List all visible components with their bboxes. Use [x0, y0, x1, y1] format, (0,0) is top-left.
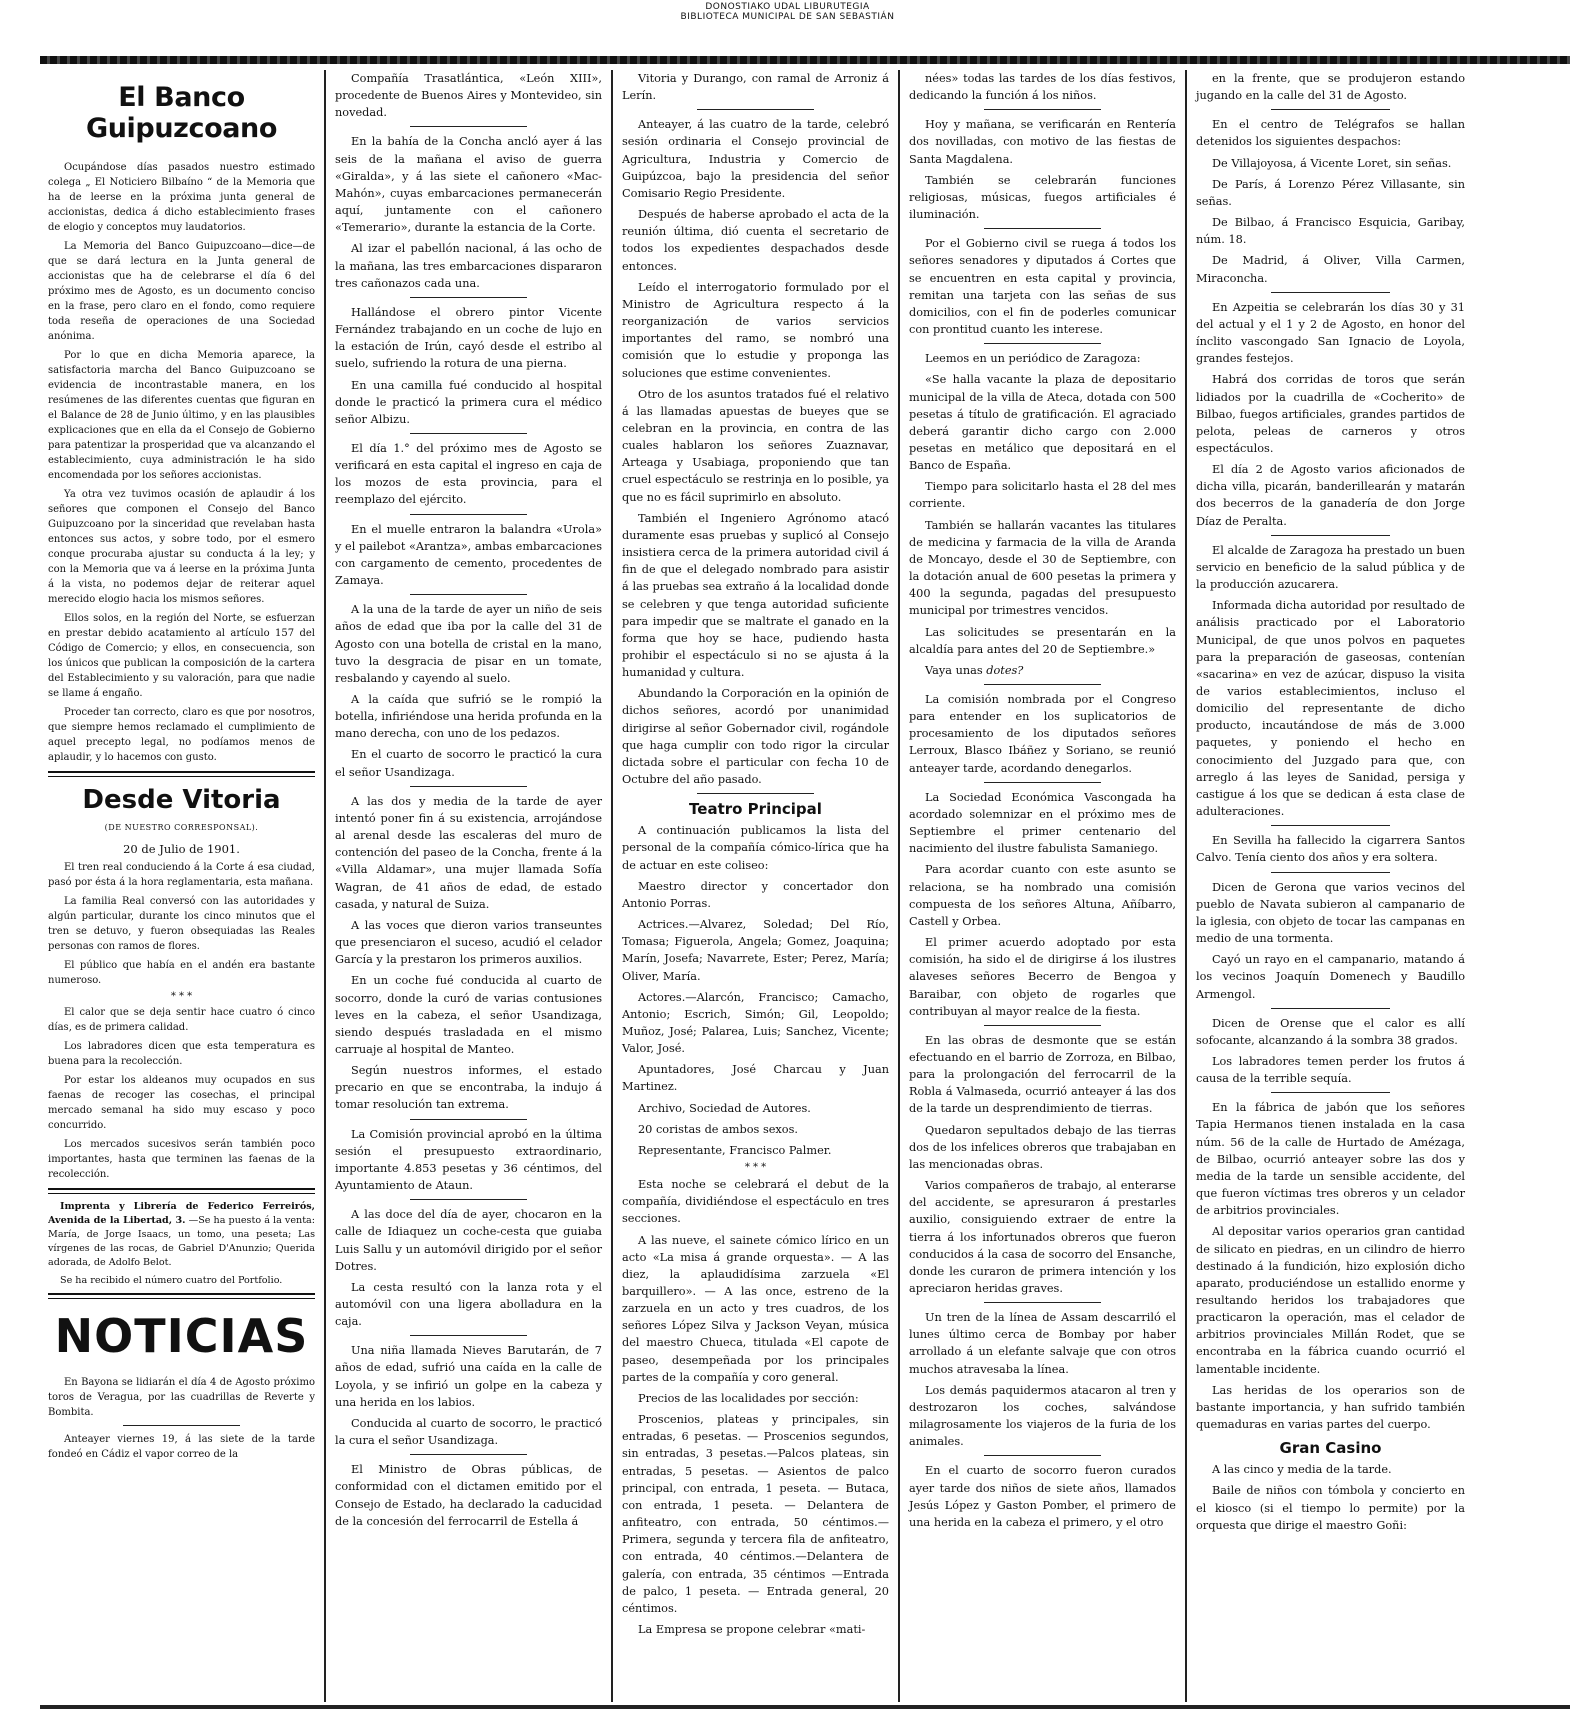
article-paragraph: nées» todas las tardes de los días festivos, dedicando la función á los niños. [909, 72, 1176, 103]
article-paragraph: Precios de las localidades por sección: [638, 1391, 859, 1405]
item-divider [410, 786, 527, 787]
stamp-line-1: DONOSTIAKO UDAL LIBURUTEGIA [705, 2, 870, 12]
article-paragraph: De París, á Lorenzo Pérez Villasante, sin señas. [1196, 177, 1465, 208]
item-divider [1271, 1092, 1389, 1093]
item-divider [1271, 872, 1389, 873]
article-paragraph: Por estar los aldeanos muy ocupados en sus faenas de recoger las cosechas, el principal mercado semanal ha sido muy escaso y poco concurrido. [48, 1075, 315, 1131]
article-paragraph: Los demás paquidermos atacaron al tren y destrozaron los coches, salvándose milagrosamente los viajeros de la furia de los animales. [909, 1383, 1176, 1449]
banco-headline: El Banco Guipuzcoano [85, 82, 278, 144]
italic-word: dotes? [986, 663, 1024, 677]
article-paragraph: La Sociedad Económica Vascongada ha acordado solemnizar en el próximo mes de Septiembre el primer centenario del nacimiento del ilustre fabulista Samaniego. [909, 790, 1176, 856]
article-paragraph: Hallándose el obrero pintor Vicente Fernández trabajando en un coche de lujo en la estación de Irún, cayó desde el estribo al suelo, sufriendo la rotura de una pierna. [335, 305, 602, 371]
article-paragraph: Tiempo para solicitarlo hasta el 28 del mes corriente. [909, 480, 1176, 511]
item-divider [410, 1119, 527, 1120]
article-paragraph: La Comisión provincial aprobó en la última sesión el presupuesto extraordinario, importante 4.853 pesetas y 36 céntimos, del Ayuntamiento de Ataun. [335, 1127, 602, 1193]
article-paragraph: La comisión nombrada por el Congreso para entender en los suplicatorios de procesamiento de los diputados señores Lerroux, Blasco Ibáñez y Soriano, se reunió anteayer tarde, acordando denegarlos. [909, 693, 1176, 775]
article-paragraph: Los mercados sucesivos serán también poco importantes, hasta que terminen las faenas de la recolección. [48, 1139, 315, 1180]
article-paragraph: El Ministro de Obras públicas, de conformidad con el dictamen emitido por el Consejo de Estado, ha declarado la caducidad de la concesión del ferrocarril de Estella á [335, 1463, 602, 1528]
article-paragraph: Proceder tan correcto, claro es que por nosotros, que siempre hemos reclamado el cumplimiento de aquel precepto legal, no podíamos menos de aplaudir, y lo hacemos con gusto. [48, 707, 315, 763]
article-paragraph: «Se halla vacante la plaza de depositario municipal de la villa de Ateca, dotada con 500 pesetas á título de gratificación. El agraciado deberá garantir dicho cargo con 2.000 pesetas en metálico que depositará en el Banco de España. [909, 373, 1176, 473]
article-paragraph: Compañía Trasatlántica, «León XIII», procedente de Buenos Aires y Montevideo, sin novedad. [335, 72, 602, 120]
article-paragraph: En el cuarto de socorro fueron curados ayer tarde dos niños de siete años, llamados Jesús López y Gaston Pomber, el primero de una herida en la cabeza el primero, y el otro [909, 1464, 1176, 1529]
article-paragraph: De Madrid, á Oliver, Villa Carmen, Miraconcha. [1196, 254, 1465, 285]
item-divider [410, 297, 527, 298]
article-paragraph: Ya otra vez tuvimos ocasión de aplaudir á los señores que componen el Consejo del Banco Guipuzcoano por la sinceridad que revelaban hasta entonces sus actos, y sobre todo, por el esmero conque procuraba ajustar su conducta á la ley; y con la Memoria que va á leerse en la próxima Junta á la vista, no podemos dejar de reiterar aquel merecido elogio hacia los mismos señores. [48, 489, 315, 605]
article-paragraph: En la fábrica de jabón que los señores Tapia Hermanos tienen instalada en la casa núm. 56 de la calle de Hurtado de Amézaga, de Bilbao, ocurrió anteayer sobre las dos y media de la tarde un sensible accidente, del que fueron víctimas tres obreros y un celador de arbitrios provinciales. [1196, 1101, 1465, 1218]
article-paragraph: Anteayer, á las cuatro de la tarde, celebró sesión ordinaria el Consejo provincial de Agricultura, Industria y Comercio de Guipúzcoa, bajo la presidencia del señor Comisario Regio Presidente. [622, 118, 889, 200]
article-paragraph: En Sevilla ha fallecido la cigarrera Santos Calvo. Tenía ciento dos años y era soltera. [1196, 834, 1465, 865]
masthead-rule [40, 56, 1570, 64]
item-divider [123, 1425, 240, 1426]
article-paragraph: Una niña llamada Nieves Barutarán, de 7 años de edad, sufrió una caída en la calle de Loyola, y se infirió un golpe en la cabeza y una herida en los labios. [335, 1344, 602, 1409]
column-4 [900, 70, 1187, 1702]
article-paragraph: Quedaron sepultados debajo de las tierras dos de los infelices obreros que trabajaban en las mencionadas obras. [909, 1123, 1176, 1171]
article-paragraph: Al izar el pabellón nacional, á las ocho de la mañana, las tres embarcaciones dispararon tres cañonazos cada una. [335, 242, 602, 290]
article-paragraph: Un tren de la línea de Assam descarriló el lunes último cerca de Bombay por haber arrollado á un elefante salvaje que con otros muchos atravesaba la línea. [909, 1311, 1176, 1376]
article-paragraph: En el cuarto de socorro le practicó la cura el señor Usandizaga. [335, 748, 602, 779]
article-paragraph: A continuación publicamos la lista del personal de la compañía cómico-lírica que ha de actuar en este coliseo: [622, 824, 889, 872]
article-paragraph: La familia Real conversó con las autoridades y algún particular, durante los cinco minutos que el tren se detuvo, y fueron obsequiadas las Reales personas con ramos de flores. [48, 896, 315, 952]
casino-headline: Gran Casino [1279, 1439, 1382, 1458]
teatro-headline: Teatro Principal [689, 800, 822, 819]
asterism-divider: * * * [170, 991, 193, 1002]
article-paragraph: Ocupándose días pasados nuestro estimado colega „ El Noticiero Bilbaíno “ de la Memoria que ha de leerse en la próxima junta general de accionistas, dedica á dicho establecimiento frases de elogio y conceptos muy laudatorios. [48, 162, 315, 233]
column-5 [1187, 70, 1474, 1702]
article-paragraph: También el Ingeniero Agrónomo atacó duramente esas pruebas y suplicó al Consejo insistiera cerca de la primera autoridad civil á fin de que el delegado nombrado para asistir á las pruebas sea extraño á la localidad donde se celebren y que tenga autoridad suficiente para impedir que se maltrate el ganado en la forma que hoy se hace, pudiendo hasta prohibir el espectáculo si no se ajusta á la humanidad y cultura. [622, 511, 889, 680]
section-divider [48, 1188, 315, 1194]
text-run: Vaya unas [925, 663, 987, 677]
article-paragraph: En un coche fué conducida al cuarto de socorro, donde la curó de varias contusiones leves en la cabeza, el señor Usandizaga, siendo después trasladada en el mismo carruaje al hospital de Manteo. [335, 974, 602, 1056]
article-paragraph: Informada dicha autoridad por resultado de análisis practicado por el Laboratorio Municipal, de que unos polvos en paquetes para la preparación de gaseosas, contenían «sacarina» en vez de azúcar, dispuso la visita de varios establecimientos, incluso el domicilio del representante de dicho producto, incautándose de más de 3.000 paquetes, y poniendo el hecho en conocimiento del Juzgado para que, con arreglo á las leyes de Sanidad, persiga y castigue á los que se dedican á esta clase de adulteraciones. [1196, 599, 1465, 819]
item-divider [984, 684, 1101, 685]
article-paragraph: Leemos en un periódico de Zaragoza: [925, 352, 1141, 366]
asterism-divider: * * * [744, 1162, 767, 1174]
article-paragraph: Apuntadores, José Charcau y Juan Martinez. [622, 1063, 889, 1094]
article-paragraph: A las voces que dieron varios transeuntes que presenciaron el suceso, acudió el celador García y la prestaron los primeros auxilios. [335, 918, 602, 967]
item-divider [697, 109, 814, 110]
item-divider [984, 1025, 1101, 1026]
article-paragraph: A las cinco y media de la tarde. [1212, 1463, 1392, 1477]
article-paragraph: Para acordar cuanto con este asunto se relaciona, se ha nombrado una comisión compuesta de los señores Altuna, Añíbarro, Castell y Orbea. [909, 863, 1176, 928]
item-divider [410, 594, 527, 595]
article-paragraph: Los labradores dicen que esta temperatura es buena para la recolección. [48, 1041, 315, 1067]
article-paragraph: Por lo que en dicha Memoria aparece, la satisfactoria marcha del Banco Guipuzcoano se evidencia de incontrastable manera, en los resúmenes de las diferentes cuentas que figuran en el Balance de 28 de Junio último, y en las plausibles explicaciones que en ella da el Consejo de Gobierno para patentizar la prosperidad que va alcanzando el establecimiento, cuya administración le ha sido encomendada por los señores accionistas. [48, 350, 315, 481]
item-divider [410, 1199, 527, 1200]
article-paragraph: El día 2 de Agosto varios aficionados de dicha villa, picarán, banderillearán y matarán dos becerros de la ganadería de don Jorge Díaz de Peralta. [1196, 463, 1465, 528]
advert-bold: Imprenta y Librería de Federico Ferreirós, Avenida de la Libertad, 3. [48, 1201, 315, 1226]
item-divider [984, 343, 1101, 344]
article-paragraph: Actores.—Alarcón, Francisco; Camacho, Antonio; Escrich, Simón; Gil, Leopoldo; Muñoz, José; Palarea, Luis; Sanchez, Vicente; Valor, José. [622, 990, 889, 1056]
article-paragraph: Cayó un rayo en el campanario, matando á los vecinos Joaquín Domenech y Baudillo Armengol. [1196, 953, 1465, 1001]
item-divider [1271, 292, 1389, 293]
article-paragraph: En una camilla fué conducido al hospital donde le practicó la primera cura el médico señor Albizu. [335, 378, 602, 426]
bookshop-advert [48, 1200, 315, 1270]
library-stamp [0, 2, 1575, 22]
article-paragraph: Hoy y mañana, se verificarán en Rentería dos novilladas, con motivo de las fiestas de Santa Magdalena. [909, 118, 1176, 166]
item-divider [984, 109, 1101, 110]
article-paragraph: Actrices.—Alvarez, Soledad; Del Río, Tomasa; Figuerola, Angela; Gomez, Joaquina; Marín, Josefa; Navarrete, Ester; Perez, María; Oliver, María. [622, 918, 889, 983]
article-paragraph: De Villajoyosa, á Vicente Loret, sin señas. [1212, 156, 1452, 170]
article-paragraph: Proscenios, plateas y principales, sin entradas, 6 pesetas. — Proscenios segundos, sin entradas, 3 pesetas.—Palcos plateas, sin entradas, 5 pesetas. — Asientos de palco principal, con entrada, 1 peseta. — Butaca, con entrada, 1 peseta. — Delantera de anfiteatro, con entrada, 50 céntimos.—Primera, segunda y tercera fila de anfiteatro, con entrada, 40 céntimos.—Delantera de galería, con entrada, 35 céntimos —Entrada de palco, 1 peseta. — Entrada general, 20 céntimos. [622, 1413, 889, 1615]
article-paragraph: El calor que se deja sentir hace cuatro ó cinco días, es de primera calidad. [48, 1007, 315, 1033]
section-divider [48, 771, 315, 777]
item-divider [1271, 109, 1389, 110]
article-paragraph: El tren real conduciendo á la Corte á esa ciudad, pasó por ésta á la hora reglamentaria, esta mañana. [48, 862, 315, 888]
item-divider [1271, 825, 1389, 826]
item-divider [410, 1454, 527, 1455]
article-paragraph: En el centro de Telégrafos se hallan detenidos los siguientes despachos: [1196, 118, 1465, 149]
article-paragraph: en la frente, que se produjeron estando jugando en la calle del 31 de Agosto. [1196, 72, 1465, 103]
noticias-headline: NOTICIAS [54, 1309, 309, 1364]
item-divider [410, 126, 527, 127]
article-paragraph: Habrá dos corridas de toros que serán lidiados por la cuadrilla de «Cocherito» de Bilbao, fuegos artificiales, grandes partidos de pelota, peleas de carneros y otros espectáculos. [1196, 373, 1465, 455]
article-paragraph: Dicen de Gerona que varios vecinos del pueblo de Navata subieron al campanario de la iglesia, con objeto de tocar las campanas en medio de una tormenta. [1196, 880, 1465, 946]
item-divider [410, 1335, 527, 1336]
article-paragraph: A las dos y media de la tarde de ayer intentó poner fin á su existencia, arrojándose al arenal desde las escaleras del muro de contención del paseo de la Concha, frente á la «Villa Aldamar», una mujer llamada Sofía Wagran, de 41 años de edad, de estado casada, y natural de Suiza. [335, 794, 602, 911]
article-paragraph: El día 1.° del próximo mes de Agosto se verificará en esta capital el ingreso en caja de los mozos de esta provincia, para el reemplazo del ejército. [335, 441, 602, 507]
article-paragraph: Después de haberse aprobado el acta de la reunión última, dió cuenta el secretario de todos los expedientes despachados desde entonces. [622, 208, 889, 273]
column-2 [326, 70, 613, 1702]
article-paragraph: En el muelle entraron la balandra «Urola» y el pailebot «Arantza», ambas embarcaciones con cargamento de cemento, procedentes de Zamaya. [335, 522, 602, 588]
article-paragraph: El primer acuerdo adoptado por esta comisión, ha sido el de dirigirse á los ilustres alaveses señores Becerro de Bengoa y Baraibar, con objeto de rogarles que contribuyan al mayor realce de la fiesta. [909, 936, 1176, 1018]
item-divider [1271, 1008, 1389, 1009]
article-paragraph: En Azpeitia se celebrarán los días 30 y 31 del actual y el 1 y 2 de Agosto, en honor del ínclito vascongado San Ignacio de Loyola, grandes festejos. [1196, 300, 1465, 366]
item-divider [410, 433, 527, 434]
section-divider [48, 1293, 315, 1299]
article-paragraph: En las obras de desmonte que se están efectuando en el barrio de Zorroza, en Bilbao, para la prolongación del ferrocarril de la Robla á Valmaseda, ocurrió anteayer á las dos de la tarde un desprendimiento de tierras. [909, 1033, 1176, 1116]
article-paragraph [909, 662, 1176, 679]
article-paragraph: Leído el interrogatorio formulado por el Ministro de Agricultura respecto á la reorganización de varios servicios importantes del ramo, se nombró una comisión que lo estudie y proponga las soluciones que estime convenientes. [622, 280, 889, 380]
vitoria-headline: Desde Vitoria [82, 785, 281, 815]
article-paragraph: La Empresa se propone celebrar «mati- [638, 1622, 866, 1636]
article-paragraph: A la caída que sufrió se le rompió la botella, infiriéndose una herida profunda en la mano derecha, con uno de los pedazos. [335, 693, 602, 741]
article-paragraph: Las solicitudes se presentarán en la alcaldía para antes del 20 de Septiembre.» [909, 625, 1176, 656]
item-divider [1271, 535, 1389, 536]
advert-text: —Se ha puesto á la venta: María, de Jorge Isaacs, un tomo, una peseta; Las vírgenes de las rocas, de Gabriel D'Anunzio; Querida adorada, de Adolfo Belot. [48, 1214, 316, 1268]
newspaper-page [48, 70, 1566, 1702]
article-paragraph: Maestro director y concertador don Antonio Porras. [622, 879, 889, 910]
item-divider [984, 1455, 1101, 1456]
article-paragraph: Según nuestros informes, el estado precario en que se encontraba, la indujo á tomar resolución tan extrema. [335, 1064, 602, 1112]
article-paragraph: Dicen de Orense que el calor es allí sofocante, alcanzando á la sombra 38 grados. [1196, 1016, 1465, 1047]
vitoria-subhead: (DE NUESTRO CORRESPONSAL). [104, 823, 259, 832]
article-paragraph: Las heridas de los operarios son de bastante importancia, y han sufrido también quemaduras en varias partes del cuerpo. [1196, 1383, 1465, 1432]
article-paragraph: A las doce del día de ayer, chocaron en la calle de Idiaquez un coche-cesta que guiaba Luis Sallu y un automóvil dirigido por el señor Dotres. [335, 1208, 602, 1273]
article-paragraph: En la bahía de la Concha ancló ayer á las seis de la mañana el aviso de guerra «Giralda», y á las siete el cañonero «Mac-Mahón», cuyas embarcaciones permanecerán aquí, juntamente con el cañonero «Temerario», durante la estancia de la Corte. [335, 135, 602, 235]
article-paragraph: La Memoria del Banco Guipuzcoano—dice—de que se dará lectura en la Junta general de accionistas que ha de celebrarse el día 6 del próximo mes de Agosto, es un documento conciso en la frase, pero claro en el fondo, como requiere toda reseña de operaciones de una Sociedad anónima. [48, 241, 315, 342]
article-paragraph: La cesta resultó con la lanza rota y el automóvil con una ligera abolladura en la caja. [335, 1280, 602, 1329]
stamp-line-2: BIBLIOTECA MUNICIPAL DE SAN SEBASTIÁN [680, 12, 895, 22]
article-paragraph: Los labradores temen perder los frutos á causa de la terrible sequía. [1196, 1054, 1465, 1086]
vitoria-dateline: 20 de Julio de 1901. [123, 842, 240, 856]
article-paragraph: En Bayona se lidiarán el día 4 de Agosto próximo toros de Veragua, por las cuadrillas de Reverte y Bombita. [48, 1377, 315, 1419]
item-divider [410, 514, 527, 515]
article-paragraph: Anteayer viernes 19, á las siete de la tarde fondeó en Cádiz el vapor correo de la [48, 1434, 315, 1461]
article-paragraph: Vitoria y Durango, con ramal de Arroniz á Lerín. [622, 72, 889, 103]
item-divider [984, 782, 1101, 783]
article-paragraph: El alcalde de Zaragoza ha prestado un buen servicio en beneficio de la salud pública y de la producción azucarera. [1196, 543, 1465, 592]
article-paragraph: Varios compañeros de trabajo, al enterarse del accidente, se apresuraron á prestarles auxilio, consiguiendo extraer de entre la tierra á los infortunados obreros que fueron conducidos á la casa de socorro del Ensanche, donde les curaron de primera intención y los apreciaron heridas graves. [909, 1179, 1176, 1295]
item-divider [697, 793, 814, 794]
article-paragraph: Otro de los asuntos tratados fué el relativo á las llamadas apuestas de bueyes que se celebran en la provincia, en contra de las cuales hablaron los señores Zuaznavar, Arteaga y Usabiaga, proponiendo que tan cruel espectáculo se restrinja en lo posible, ya que no es fácil suprimirlo en absoluto. [622, 387, 889, 504]
article-paragraph: También se hallarán vacantes las titulares de medicina y farmacia de la villa de Aranda de Moncayo, desde el 30 de Septiembre, con la dotación anual de 600 pesetas la primera y 400 la segunda, pagadas del presupuesto municipal por trimestres vencidos. [909, 518, 1176, 618]
page-bottom-rule [40, 1705, 1570, 1709]
article-paragraph: Esta noche se celebrará el debut de la compañía, dividiéndose el espectáculo en tres secciones. [622, 1178, 889, 1226]
article-paragraph: Baile de niños con tómbola y concierto en el kiosco (si el tiempo lo permite) por la orquesta que dirige el maestro Goñi: [1196, 1484, 1465, 1532]
article-paragraph: De Bilbao, á Francisco Esquicia, Garibay, núm. 18. [1196, 216, 1465, 247]
column-3 [613, 70, 900, 1702]
article-paragraph: A la una de la tarde de ayer un niño de seis años de edad que iba por la calle del 31 de Agosto con una botella de cristal en la mano, tuvo la desgracia de pisar en un tomate, resbalando y cayendo al suelo. [335, 603, 602, 685]
article-paragraph: 20 coristas de ambos sexos. [638, 1122, 798, 1136]
article-paragraph: Conducida al cuarto de socorro, le practicó la cura el señor Usandizaga. [335, 1416, 602, 1448]
article-paragraph: Ellos solos, en la región del Norte, se esfuerzan en prestar debido acatamiento al artículo 157 del Código de Comercio; y ellos, en consecuencia, son los únicos que publican la composición de la cartera del Establecimiento y su valoración, para que nadie se llame á engaño. [48, 613, 315, 699]
article-paragraph: A las nueve, el sainete cómico lírico en un acto «La misa á grande orquesta». — A las diez, la aplaudidísima zarzuela «El barquillero». — A las once, estreno de la zarzuela en un acto y tres cuadros, de los señores López Silva y Jackson Veyan, música del maestro Chueca, titulada «El capote de paseo, desempeñada por los principales partes de la compañía y coro general. [622, 1233, 889, 1384]
article-paragraph: Por el Gobierno civil se ruega á todos los señores senadores y diputados á Cortes que se encuentren en esta capital y provincia, remitan una tarjeta con las señas de sus domicilios, con el fin de poderles comunicar con prontitud cuanto les interese. [909, 237, 1176, 337]
article-paragraph: Al depositar varios operarios gran cantidad de silicato en piedras, en un cilindro de hierro destinado á la fundición, hizo explosión dicho aparato, produciéndose un estallido enorme y resultando heridos los trabajadores que practicaron la operación, mas el celador de arbitrios provinciales Millán Rodet, que se encontraba en la fábrica cuando ocurrió el lamentable incidente. [1196, 1225, 1465, 1376]
article-paragraph: El público que había en el andén era bastante numeroso. [48, 960, 315, 986]
column-1 [48, 70, 326, 1702]
article-paragraph: También se celebrarán funciones religiosas, músicas, fuegos artificiales é iluminación. [909, 173, 1176, 222]
article-paragraph: Archivo, Sociedad de Autores. [638, 1101, 811, 1115]
item-divider [984, 228, 1101, 229]
article-paragraph: Representante, Francisco Palmer. [638, 1143, 832, 1157]
item-divider [984, 1302, 1101, 1303]
bookshop-advert-note: Se ha recibido el número cuatro del Portfolio. [60, 1274, 283, 1286]
article-paragraph: Abundando la Corporación en la opinión de dichos señores, acordó por unanimidad dirigirse al señor Gobernador civil, rogándole que haga cumplir con todo rigor la circular dictada sobre el particular con fecha 10 de Octubre del año pasado. [622, 687, 889, 787]
